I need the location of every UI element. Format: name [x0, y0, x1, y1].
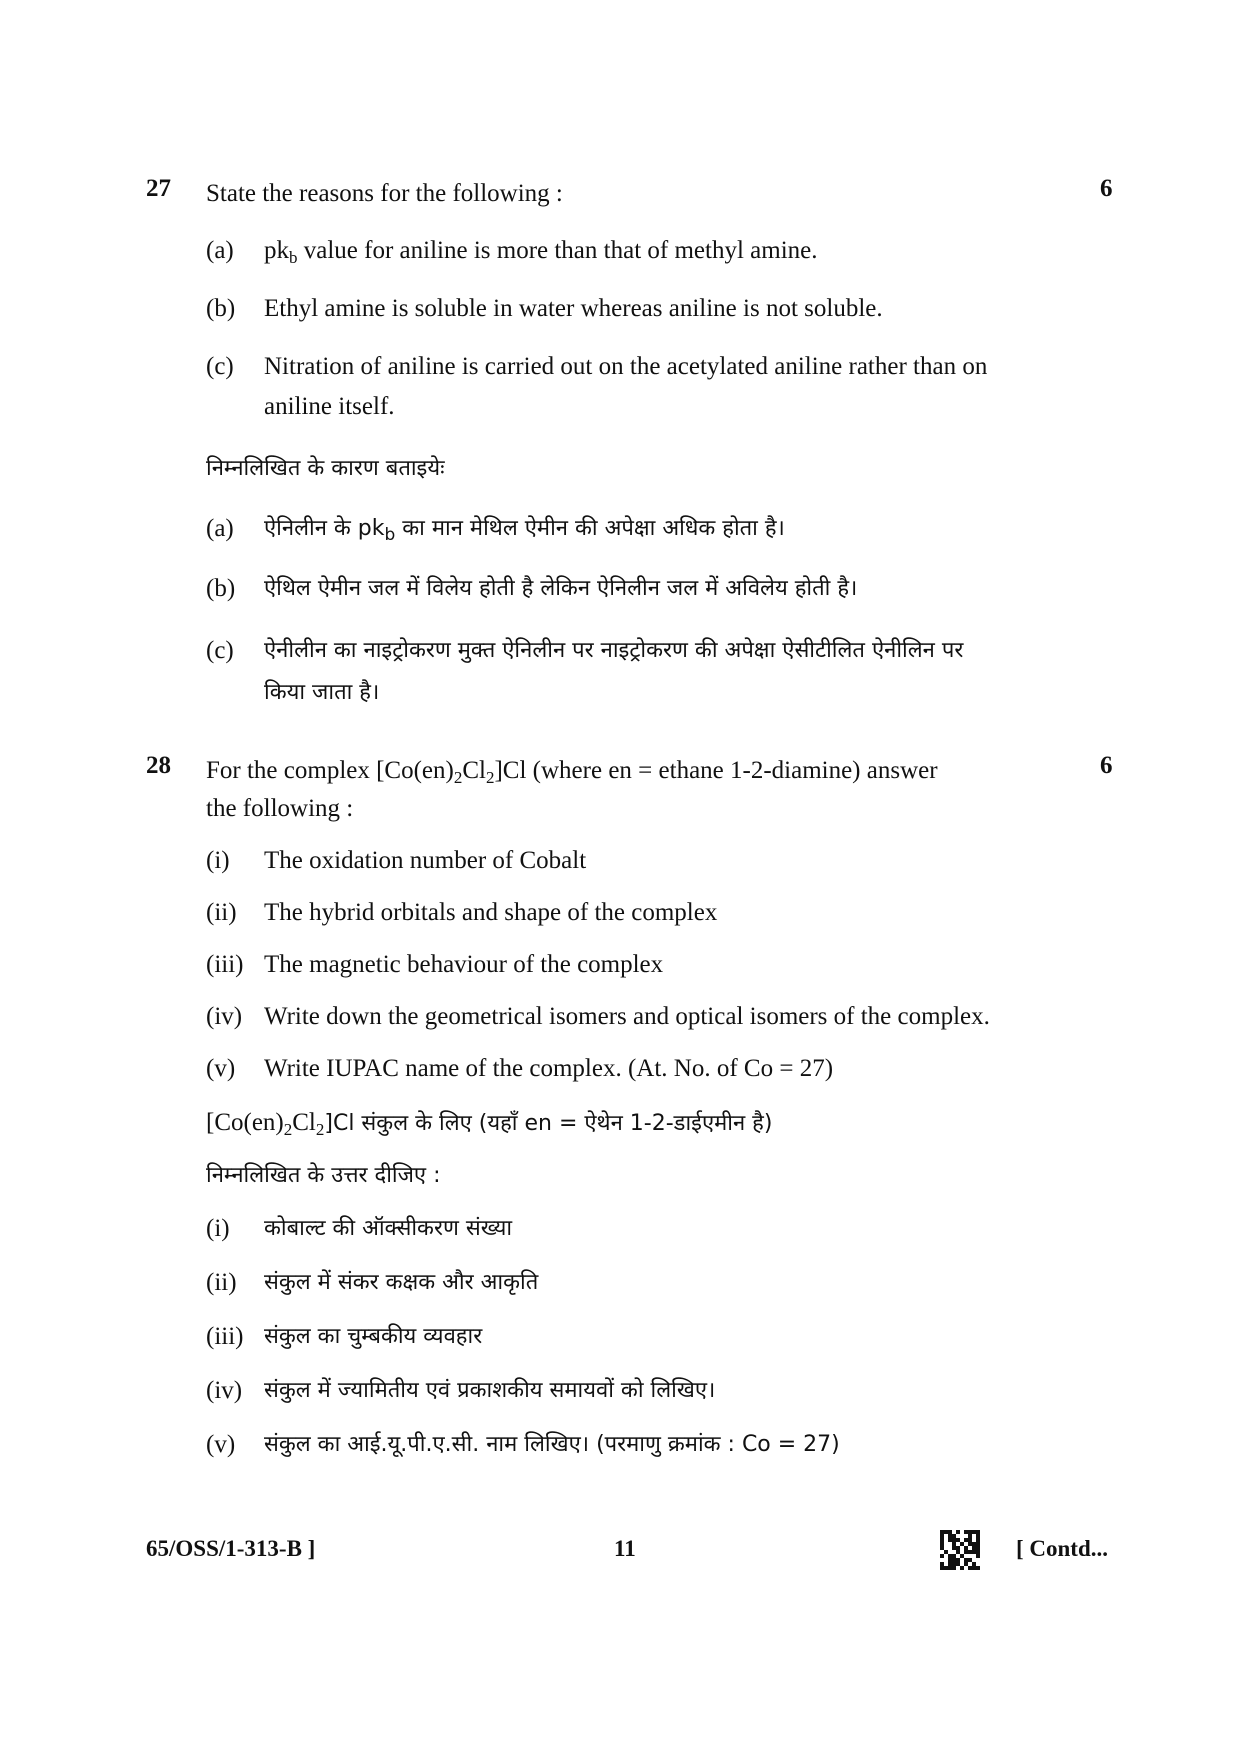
item-label: (ii)	[206, 1269, 237, 1296]
item-text: Write down the geometrical isomers and optical isomers of the complex.	[264, 1003, 990, 1030]
question-number: 28	[146, 752, 171, 779]
intro-part: ]Cl संकुल के लिए (यहाँ en = ऐथेन 1-2-डाईएमीन है)	[324, 1111, 773, 1136]
item-text: The hybrid orbitals and shape of the complex	[264, 899, 718, 926]
hindi-title: निम्नलिखित के कारण बताइयेः	[206, 456, 445, 481]
item-text: संकुल का चुम्बकीय व्यवहार	[264, 1324, 483, 1349]
question-title-continued: the following :	[206, 795, 354, 822]
hindi-intro	[206, 1104, 772, 1143]
item-text: ऐथिल ऐमीन जल में विलेय होती है लेकिन ऐनिलीन जल में अविलेय होती है।	[264, 576, 858, 601]
item-text: कोबाल्ट की ऑक्सीकरण संख्या	[264, 1216, 513, 1241]
item-text: Nitration of aniline is carried out on the acetylated aniline rather than on	[264, 353, 988, 380]
item-label: (ii)	[206, 899, 237, 926]
intro-part: Cl	[292, 1109, 316, 1136]
subscript: 2	[453, 768, 463, 787]
subscript: b	[384, 525, 396, 545]
item-label: (i)	[206, 1215, 230, 1242]
title-part: Cl	[462, 757, 486, 784]
continued-label: [ Contd...	[1016, 1536, 1109, 1561]
item-label: (iii)	[206, 1323, 244, 1350]
subscript: b	[289, 248, 298, 267]
subscript: 2	[485, 768, 495, 787]
item-text: Ethyl amine is soluble in water whereas aniline is not soluble.	[264, 295, 883, 322]
item-label: (iv)	[206, 1003, 243, 1030]
question-marks: 6	[1100, 175, 1113, 202]
item-label: (iv)	[206, 1377, 243, 1404]
item-text: The magnetic behaviour of the complex	[264, 951, 664, 978]
item-label: (i)	[206, 847, 230, 874]
item-text: ऐनिलीन के pk	[264, 516, 385, 541]
item-text: value for aniline is more than that of methyl amine.	[297, 237, 818, 264]
intro-part: [Co(en)	[206, 1109, 284, 1136]
question-marks: 6	[1100, 752, 1113, 779]
title-part: ]Cl (where en = ethane 1-2-diamine) answer	[494, 757, 938, 784]
item-label: (a)	[206, 515, 234, 542]
item-label: (v)	[206, 1431, 236, 1458]
qr-module	[976, 1566, 980, 1570]
question-title: State the reasons for the following :	[206, 180, 563, 207]
item-label: (a)	[206, 237, 234, 264]
item-text: संकुल में ज्यामितीय एवं प्रकाशकीय समायवों को लिखिए।	[264, 1378, 716, 1403]
title-part: For the complex [Co(en)	[206, 757, 454, 784]
item-label: (v)	[206, 1055, 236, 1082]
question-title	[206, 752, 938, 790]
item-text: का मान मेथिल ऐमीन की अपेक्षा अधिक होता है।	[395, 516, 785, 541]
item-text: The oxidation number of Cobalt	[264, 847, 587, 874]
item-label: (b)	[206, 575, 236, 602]
item-text: ऐनीलीन का नाइट्रोकरण मुक्त ऐनिलीन पर नाइट्रोकरण की अपेक्षा ऐसीटीलित ऐनीलिन पर	[264, 638, 964, 663]
page-number: 11	[614, 1536, 636, 1561]
item-label: (c)	[206, 637, 234, 664]
item-text: संकुल में संकर कक्षक और आकृति	[264, 1270, 539, 1295]
subscript: 2	[315, 1120, 325, 1139]
item-label: (iii)	[206, 951, 244, 978]
item-text-continued: किया जाता है।	[264, 680, 380, 705]
item-text: Write IUPAC name of the complex. (At. No. of Co = 27)	[264, 1055, 834, 1082]
question-number: 27	[146, 175, 171, 202]
item-text: संकुल का आई.यू.पी.ए.सी. नाम लिखिए। (परमाणु क्रमांक : Co = 27)	[264, 1432, 840, 1457]
item-text: pk	[264, 237, 289, 264]
qr-code-icon	[940, 1530, 980, 1570]
item-label: (b)	[206, 295, 236, 322]
subscript: 2	[283, 1120, 293, 1139]
hindi-intro-continued: निम्नलिखित के उत्तर दीजिए :	[206, 1163, 441, 1188]
item-text-continued: aniline itself.	[264, 393, 395, 420]
paper-code: 65/OSS/1-313-B ]	[146, 1536, 316, 1561]
item-label: (c)	[206, 353, 234, 380]
